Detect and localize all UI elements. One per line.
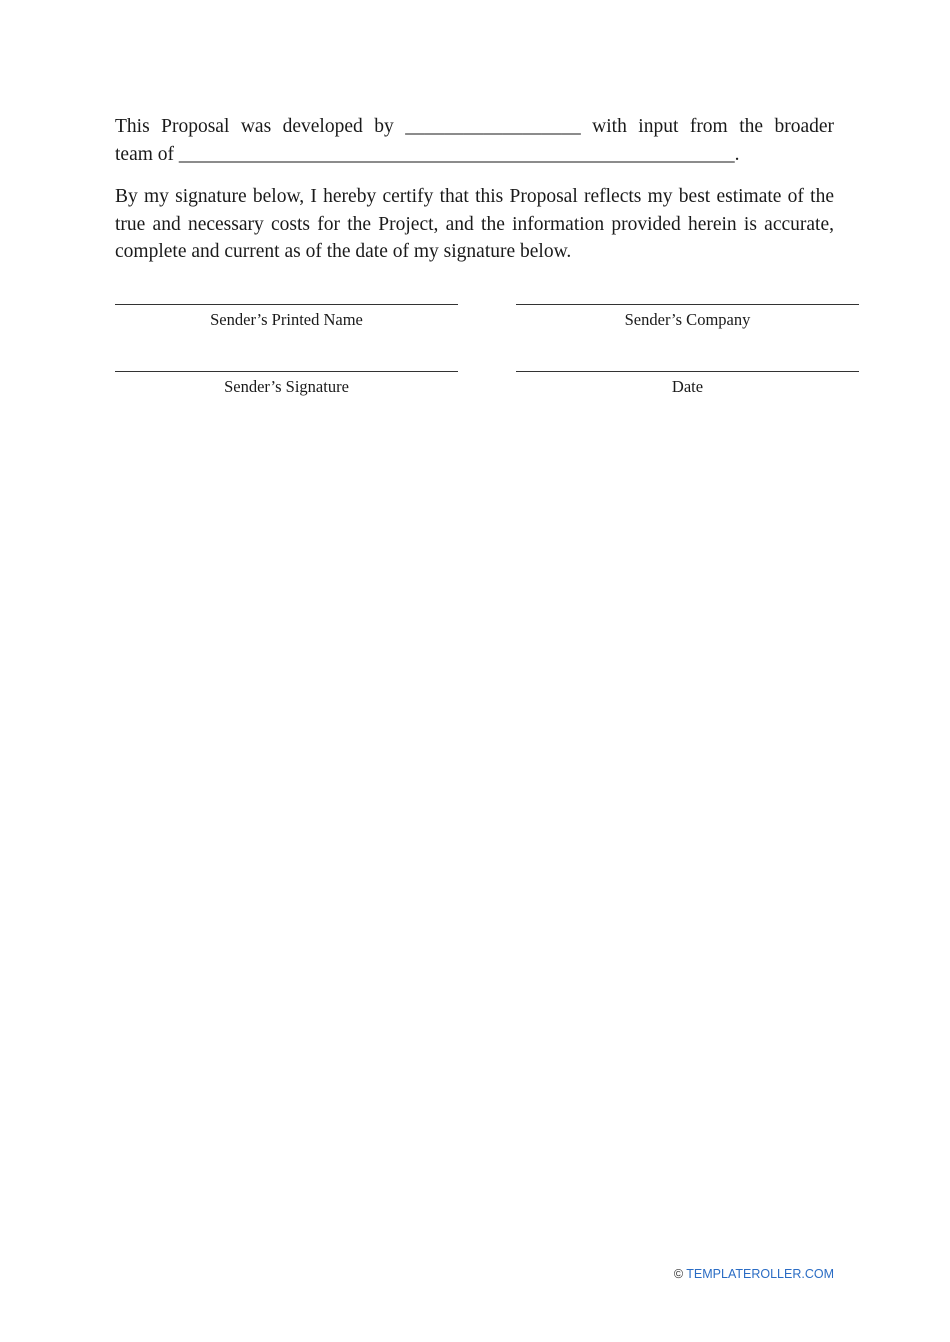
certification-paragraph: By my signature below, I hereby certify that this Proposal reflects my best estimate of the true and necessary costs for the Project, and the information provided herein is accurate, complete and current as of the date of my signature below.: [115, 186, 834, 262]
copyright-icon: ©: [673, 1267, 684, 1281]
broader-team-text: with input from the broader: [592, 116, 835, 137]
company-block: [516, 304, 859, 330]
date-block: [516, 371, 859, 397]
signature-line[interactable]: [115, 371, 458, 372]
team-line: [115, 141, 834, 169]
printed-name-label: Sender’s Printed Name: [210, 310, 363, 329]
team-blank-field[interactable]: _________________________________________________________: [178, 143, 735, 165]
signature-label: Sender’s Signature: [224, 377, 349, 396]
printed-name-block: [115, 304, 458, 330]
developer-paragraph: [115, 113, 834, 168]
date-line[interactable]: [516, 371, 859, 372]
developed-by-text: This Proposal was developed by: [115, 116, 394, 137]
signature-block: [115, 371, 458, 397]
brand-link[interactable]: TEMPLATEROLLER.COM: [686, 1267, 834, 1281]
developer-blank-field[interactable]: __________________: [405, 116, 581, 137]
date-label: Date: [671, 377, 704, 396]
company-label: Sender’s Company: [624, 310, 751, 329]
team-line-period: .: [734, 143, 740, 165]
developer-line: [115, 113, 834, 141]
footer-credit: [674, 1267, 834, 1281]
printed-name-line[interactable]: [115, 304, 458, 305]
company-line[interactable]: [516, 304, 859, 305]
team-of-text: team of: [115, 143, 175, 165]
